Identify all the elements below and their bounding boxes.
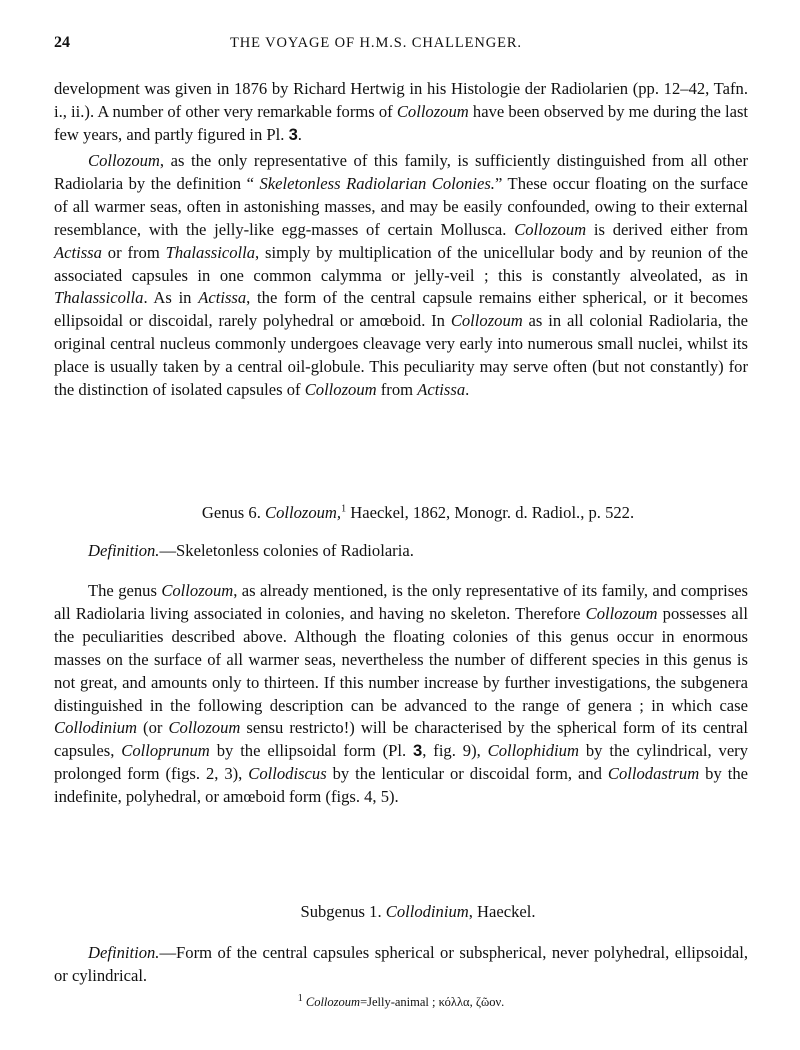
definition-text: —Form of the central capsules spherical or subspherical, never polyhedral, ellipsoidal, or cylindrical.: [54, 943, 748, 985]
genus-name: Collodastrum: [607, 764, 700, 784]
text-run: by the indefinite, polyhedral, or amœboid form (figs. 4, 5).: [54, 764, 748, 807]
genus-number: Genus 6.: [201, 503, 265, 522]
genus-authority: Haeckel, 1862, Monogr. d. Radiol., p. 522.: [346, 503, 635, 522]
genus-name: Actissa: [54, 242, 102, 262]
genus-name: Collodiscus: [248, 764, 327, 784]
text-run: .: [297, 124, 302, 144]
genus-name: Collozoum: [304, 380, 377, 400]
genus-name: Collozoum: [450, 311, 523, 331]
genus-name: Actissa: [198, 288, 247, 308]
plate-number: 3: [413, 741, 423, 761]
subgenus-authority: , Haeckel.: [468, 902, 536, 921]
footnote-term: Collozoum: [305, 995, 361, 1009]
genus-title-name: Collozoum,: [265, 503, 342, 522]
text-run: possesses all the peculiarities described above. Although the floating colonies of this genus occur in enormous masses on the surface of all warmer seas, nevertheless the number of different species in this genus is not great, and amounts only to thirteen. If this number increase by further investigations, the subgenera distinguished in the following description can be advanced to the range of genera ; in which case: [54, 603, 748, 715]
page-header: [54, 34, 750, 58]
intro-paragraph-2: [54, 150, 748, 402]
text-run: or from: [101, 242, 166, 262]
text-run: , as the only representative of this family, is sufficiently distinguished from all other Radiolaria by the definition “: [54, 151, 748, 193]
text-run: sensu restricto!) will be characterised by the spherical form of its central capsules,: [54, 718, 748, 761]
subgenus-number: Subgenus 1.: [300, 902, 386, 921]
genus-name: Collozoum: [88, 151, 160, 170]
text-run: , fig. 9),: [422, 741, 488, 761]
footnote: [54, 992, 748, 1010]
text-run: as in all colonial Radiolaria, the original central nucleus commonly undergoes cleavage very early into numerous small nuclei, whilst its place is usually taken by a central oil-globule. This peculiarity may serve often (but not constantly) for the distinction of isolated capsules of: [54, 311, 748, 400]
plate-number: 3: [288, 124, 298, 144]
genus-name: Collozoum: [396, 101, 469, 121]
footnote-marker: 1: [297, 992, 303, 1004]
genus-name: Actissa: [417, 380, 466, 400]
genus-name: Collozoum: [514, 219, 587, 239]
genus-name: Thalassicolla: [165, 242, 256, 262]
genus-name: Collophidium: [487, 741, 579, 761]
subgenus-definition: [54, 942, 748, 988]
genus-name: Collodinium: [54, 718, 137, 738]
text-run: have been observed by me during the last few years, and partly figured in Pl.: [54, 101, 749, 144]
footnote-text: =Jelly-animal ; κόλλα, ζῶον.: [360, 995, 505, 1009]
text-run: (or: [136, 718, 169, 738]
definition-text: —Skeletonless colonies of Radiolaria.: [159, 541, 414, 560]
subgenus-heading: [54, 902, 748, 922]
text-run: by the ellipsoidal form (Pl.: [209, 741, 413, 761]
genus-definition: [54, 540, 748, 563]
genus-body-paragraph: [54, 580, 748, 809]
text-run: , the form of the central capsule remains either spherical, or it becomes ellipsoidal or discoidal, rarely polyhedral or amœboid. In: [54, 288, 749, 331]
text-run: The genus: [88, 581, 162, 600]
text-run: ” These occur floating on the surface of all warmer seas, often in astonishing masses, and may be easily confounded, owing to their external resemblance, with the jelly-like egg-masses of certain Mollusca.: [54, 173, 748, 239]
genus-name: Collozoum: [161, 581, 234, 600]
definition-label: Definition.: [88, 541, 160, 560]
text-run: is derived either from: [586, 219, 748, 239]
text-run: , as already mentioned, is the only representative of its family, and comprises all Radiolaria living associated in colonies, and having no skeleton. Therefore: [54, 581, 749, 623]
text-run: by the cylindrical, very prolonged form (figs. 2, 3),: [54, 741, 749, 784]
genus-name: Collozoum: [585, 603, 658, 623]
intro-paragraph-1: [54, 78, 748, 147]
genus-name: Collozoum: [168, 718, 241, 738]
footnote-marker: 1: [341, 503, 347, 515]
subgenus-title-name: Collodinium: [385, 902, 469, 921]
genus-heading: [54, 503, 748, 523]
genus-name: Colloprunum: [121, 741, 210, 761]
text-run: , simply by multiplication of the unicellular body and by reunion of the associated capsules in one common calymma or jelly-veil ; this is constantly alveolated, as in: [54, 242, 748, 285]
definition-label: Definition.: [88, 943, 160, 962]
text-run: .: [465, 380, 470, 400]
text-run: from: [376, 380, 418, 400]
text-run: . As in: [143, 288, 199, 308]
running-title: THE VOYAGE OF H.M.S. CHALLENGER.: [230, 35, 522, 51]
text-run: by the lenticular or discoidal form, and: [326, 764, 608, 784]
genus-name: Thalassicolla: [54, 288, 144, 308]
page-number: 24: [54, 34, 70, 51]
definition-quote: Skeletonless Radiolarian Colonies.: [259, 173, 495, 193]
text-run: development was given in 1876 by Richard Hertwig in his Histologie der Radiolarien (pp. 12–42, Tafn. i., ii.). A number of other very remarkable forms of: [54, 79, 748, 121]
